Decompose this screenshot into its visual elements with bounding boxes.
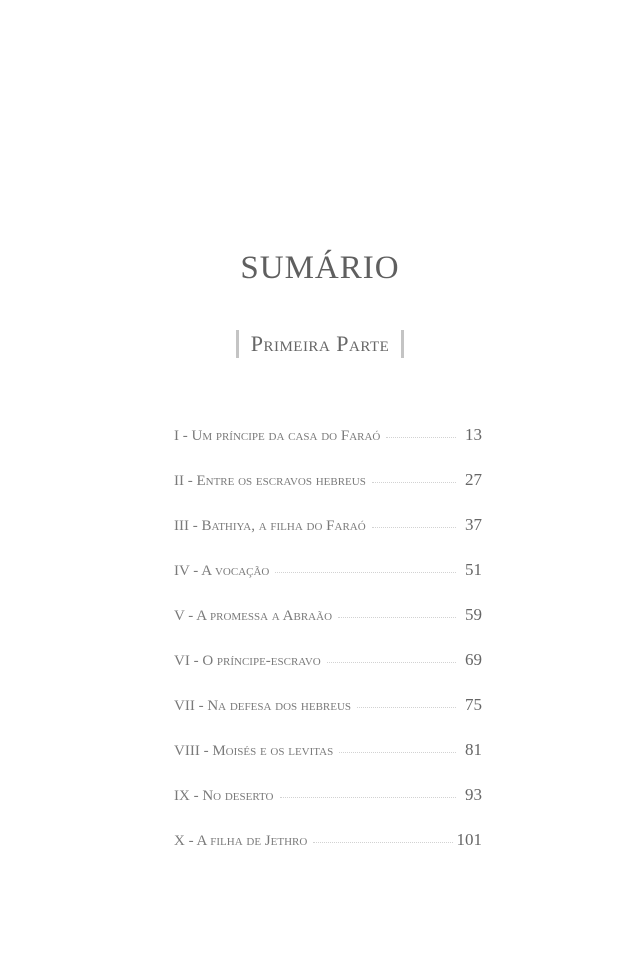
toc-entry-label: X - A filha de Jethro: [174, 833, 308, 849]
toc-leader: [372, 482, 456, 483]
toc-leader: [313, 842, 452, 843]
toc-entry[interactable]: [174, 470, 482, 515]
toc-entry-label: V - A promessa a Abraão: [174, 608, 333, 624]
toc-entry[interactable]: [174, 560, 482, 605]
toc-entry-label: VI - O príncipe-escravo: [174, 653, 321, 669]
toc-entry[interactable]: [174, 695, 482, 740]
toc-leader: [339, 752, 456, 753]
toc-entry[interactable]: [174, 830, 482, 875]
toc-entry-label: III - Bathiya, a filha do Faraó: [174, 518, 366, 534]
toc-entry[interactable]: [174, 785, 482, 830]
part-heading-label: Primeira Parte: [250, 331, 390, 356]
toc-entry-page: 59: [465, 605, 482, 624]
part-heading-right-bar: [401, 330, 404, 358]
toc-entry[interactable]: [174, 515, 482, 560]
toc-leader: [280, 797, 457, 798]
toc-leader: [357, 707, 456, 708]
part-heading: [0, 330, 640, 358]
toc-leader: [372, 527, 456, 528]
toc-entry-label: IX - No deserto: [174, 788, 274, 804]
page-title: SUMÁRIO: [240, 250, 400, 286]
toc-entry-page: 69: [465, 650, 482, 669]
toc-entry-label: I - Um príncipe da casa do Faraó: [174, 428, 381, 444]
toc-entry-page: 93: [465, 785, 482, 804]
toc-entry-label: VII - Na defesa dos hebreus: [174, 698, 352, 714]
toc-entry-page: 101: [456, 830, 482, 849]
toc-entry[interactable]: [174, 605, 482, 650]
toc-entry-page: 27: [465, 470, 482, 489]
toc-leader: [386, 437, 456, 438]
toc-entry[interactable]: [174, 740, 482, 785]
toc-entry-page: 51: [465, 560, 482, 579]
toc-entry-page: 13: [465, 425, 482, 444]
toc-leader: [275, 572, 456, 573]
toc-leader: [327, 662, 456, 663]
toc-entry-label: IV - A vocação: [174, 563, 270, 579]
table-of-contents: [174, 425, 482, 875]
toc-entry-label: II - Entre os escravos hebreus: [174, 473, 366, 489]
toc-entry-page: 37: [465, 515, 482, 534]
toc-entry-page: 81: [465, 740, 482, 759]
toc-entry[interactable]: [174, 650, 482, 695]
toc-leader: [338, 617, 456, 618]
toc-entry[interactable]: [174, 425, 482, 470]
toc-entry-page: 75: [465, 695, 482, 714]
toc-entry-label: VIII - Moisés e os levitas: [174, 743, 334, 759]
